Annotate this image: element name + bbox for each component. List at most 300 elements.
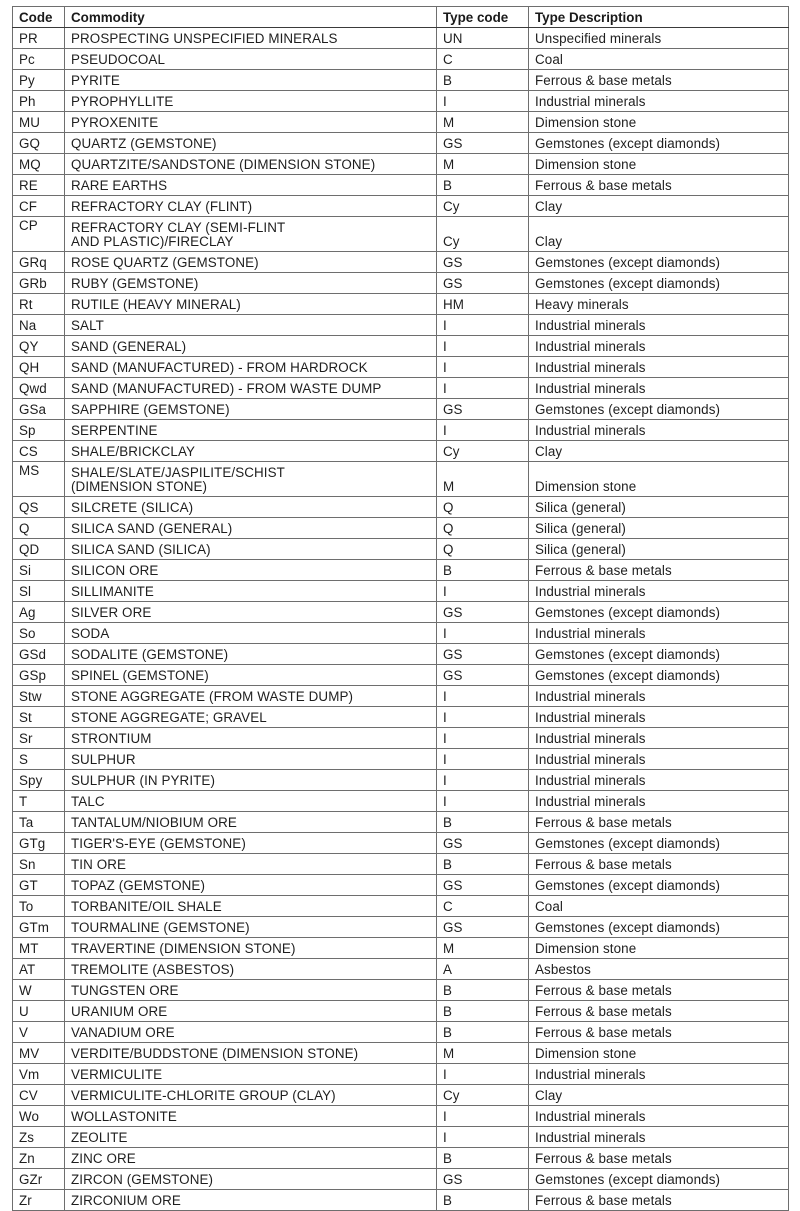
cell-code: MU <box>13 112 65 133</box>
cell-code: MQ <box>13 154 65 175</box>
commodity-line: SERPENTINE <box>71 423 158 438</box>
cell-code: Ag <box>13 602 65 623</box>
table-row <box>13 49 789 70</box>
cell-code: MV <box>13 1043 65 1064</box>
cell-type-description: Industrial minerals <box>529 770 789 791</box>
table-row <box>13 1064 789 1085</box>
cell-commodity <box>65 833 437 854</box>
cell-code: QS <box>13 497 65 518</box>
cell-type-description: Industrial minerals <box>529 1064 789 1085</box>
commodity-line: TIN ORE <box>71 857 127 872</box>
table-row <box>13 462 789 497</box>
cell-type-code: I <box>437 315 529 336</box>
cell-code: So <box>13 623 65 644</box>
cell-type-code: I <box>437 357 529 378</box>
commodity-line: WOLLASTONITE <box>71 1109 177 1124</box>
cell-commodity <box>65 917 437 938</box>
cell-commodity <box>65 980 437 1001</box>
commodity-line: TANTALUM/NIOBIUM ORE <box>71 815 237 830</box>
cell-type-description: Heavy minerals <box>529 294 789 315</box>
cell-code: St <box>13 707 65 728</box>
table-row <box>13 1001 789 1022</box>
table-row <box>13 217 789 252</box>
cell-type-code: I <box>437 791 529 812</box>
cell-type-description: Dimension stone <box>529 938 789 959</box>
table-row <box>13 602 789 623</box>
cell-commodity <box>65 518 437 539</box>
cell-code: V <box>13 1022 65 1043</box>
cell-type-description: Industrial minerals <box>529 707 789 728</box>
table-row <box>13 686 789 707</box>
commodity-line: VERMICULITE <box>71 1067 163 1082</box>
commodity-line: REFRACTORY CLAY (FLINT) <box>71 199 253 214</box>
cell-type-description: Industrial minerals <box>529 91 789 112</box>
table-row <box>13 959 789 980</box>
commodity-line: SILICA SAND (SILICA) <box>71 542 211 557</box>
cell-code: MT <box>13 938 65 959</box>
commodity-line: QUARTZITE/SANDSTONE (DIMENSION STONE) <box>71 157 376 172</box>
commodity-line: TIGER'S-EYE (GEMSTONE) <box>71 836 246 851</box>
table-row <box>13 420 789 441</box>
cell-code: GSp <box>13 665 65 686</box>
commodity-line: REFRACTORY CLAY (SEMI-FLINT <box>71 220 286 235</box>
commodity-line: SPINEL (GEMSTONE) <box>71 668 209 683</box>
cell-commodity <box>65 686 437 707</box>
commodity-line: VERDITE/BUDDSTONE (DIMENSION STONE) <box>71 1046 359 1061</box>
table-row <box>13 196 789 217</box>
cell-type-code: Q <box>437 518 529 539</box>
commodity-line: PROSPECTING UNSPECIFIED MINERALS <box>71 31 338 46</box>
cell-code: Sn <box>13 854 65 875</box>
cell-commodity <box>65 791 437 812</box>
cell-type-code: Q <box>437 497 529 518</box>
cell-code: GSd <box>13 644 65 665</box>
commodity-line: SODALITE (GEMSTONE) <box>71 647 229 662</box>
cell-commodity <box>65 1064 437 1085</box>
commodity-line: PYROPHYLLITE <box>71 94 174 109</box>
cell-type-description: Ferrous & base metals <box>529 980 789 1001</box>
cell-type-description: Industrial minerals <box>529 728 789 749</box>
cell-type-code: B <box>437 70 529 91</box>
cell-type-description: Silica (general) <box>529 518 789 539</box>
document-page <box>12 6 788 1211</box>
cell-type-code: B <box>437 812 529 833</box>
table-row <box>13 336 789 357</box>
cell-code: GZr <box>13 1169 65 1190</box>
table-row <box>13 378 789 399</box>
cell-commodity <box>65 854 437 875</box>
table-row <box>13 854 789 875</box>
cell-commodity <box>65 644 437 665</box>
table-row <box>13 315 789 336</box>
cell-code: GQ <box>13 133 65 154</box>
table-row <box>13 833 789 854</box>
cell-commodity <box>65 1001 437 1022</box>
cell-type-description: Gemstones (except diamonds) <box>529 917 789 938</box>
table-row <box>13 875 789 896</box>
cell-code: Sr <box>13 728 65 749</box>
cell-type-code: B <box>437 1022 529 1043</box>
cell-commodity <box>65 441 437 462</box>
cell-commodity <box>65 217 437 252</box>
commodity-line: SULPHUR <box>71 752 136 767</box>
cell-code: GRb <box>13 273 65 294</box>
commodity-line: QUARTZ (GEMSTONE) <box>71 136 217 151</box>
cell-type-code: I <box>437 420 529 441</box>
cell-type-description: Ferrous & base metals <box>529 70 789 91</box>
cell-type-description: Gemstones (except diamonds) <box>529 665 789 686</box>
cell-commodity <box>65 378 437 399</box>
commodity-line: PYRITE <box>71 73 120 88</box>
commodity-line: SAND (MANUFACTURED) - FROM WASTE DUMP <box>71 381 382 396</box>
cell-type-description: Industrial minerals <box>529 420 789 441</box>
cell-commodity <box>65 420 437 441</box>
cell-code: Spy <box>13 770 65 791</box>
table-row <box>13 749 789 770</box>
cell-type-description: Coal <box>529 49 789 70</box>
table-row <box>13 1127 789 1148</box>
commodity-line: TRAVERTINE (DIMENSION STONE) <box>71 941 296 956</box>
cell-code: To <box>13 896 65 917</box>
cell-code: Q <box>13 518 65 539</box>
cell-commodity <box>65 175 437 196</box>
cell-code: CF <box>13 196 65 217</box>
cell-type-code: I <box>437 749 529 770</box>
cell-type-code: GS <box>437 252 529 273</box>
cell-type-description: Industrial minerals <box>529 357 789 378</box>
commodity-line: TUNGSTEN ORE <box>71 983 179 998</box>
cell-code: Na <box>13 315 65 336</box>
cell-type-code: GS <box>437 665 529 686</box>
cell-type-code: GS <box>437 273 529 294</box>
commodity-line: RUTILE (HEAVY MINERAL) <box>71 297 241 312</box>
cell-code: QY <box>13 336 65 357</box>
cell-code: Vm <box>13 1064 65 1085</box>
table-row <box>13 175 789 196</box>
cell-type-description: Dimension stone <box>529 1043 789 1064</box>
cell-code: QD <box>13 539 65 560</box>
cell-type-code: I <box>437 707 529 728</box>
table-row <box>13 1022 789 1043</box>
cell-type-description: Ferrous & base metals <box>529 1001 789 1022</box>
commodity-line: STONE AGGREGATE (FROM WASTE DUMP) <box>71 689 354 704</box>
table-row <box>13 812 789 833</box>
cell-type-description: Gemstones (except diamonds) <box>529 644 789 665</box>
commodity-line: SAND (GENERAL) <box>71 339 187 354</box>
cell-type-description: Clay <box>529 1085 789 1106</box>
cell-type-description: Industrial minerals <box>529 1127 789 1148</box>
table-body <box>13 28 789 1211</box>
table-row <box>13 791 789 812</box>
cell-type-code: GS <box>437 917 529 938</box>
cell-type-description: Industrial minerals <box>529 336 789 357</box>
cell-commodity <box>65 539 437 560</box>
cell-type-code: I <box>437 378 529 399</box>
cell-type-code: B <box>437 980 529 1001</box>
commodity-line: SILICON ORE <box>71 563 159 578</box>
cell-code: Zs <box>13 1127 65 1148</box>
header-row <box>13 7 789 28</box>
cell-commodity <box>65 112 437 133</box>
commodity-line: (DIMENSION STONE) <box>71 479 208 494</box>
cell-commodity <box>65 1085 437 1106</box>
cell-type-code: C <box>437 49 529 70</box>
cell-code: Rt <box>13 294 65 315</box>
commodity-line: SODA <box>71 626 110 641</box>
commodity-line: SHALE/SLATE/JASPILITE/SCHIST <box>71 465 285 480</box>
cell-commodity <box>65 770 437 791</box>
table-header <box>13 7 789 28</box>
cell-commodity <box>65 1127 437 1148</box>
table-row <box>13 560 789 581</box>
commodity-line: URANIUM ORE <box>71 1004 168 1019</box>
table-row <box>13 938 789 959</box>
cell-commodity <box>65 560 437 581</box>
cell-code: U <box>13 1001 65 1022</box>
cell-type-code: I <box>437 1127 529 1148</box>
cell-type-code: B <box>437 1148 529 1169</box>
cell-code: Py <box>13 70 65 91</box>
cell-type-code: I <box>437 1064 529 1085</box>
table-row <box>13 665 789 686</box>
commodity-line: SAPPHIRE (GEMSTONE) <box>71 402 230 417</box>
cell-type-code: M <box>437 154 529 175</box>
cell-type-description: Industrial minerals <box>529 686 789 707</box>
table-row <box>13 112 789 133</box>
header-commodity: Commodity <box>65 7 437 28</box>
cell-type-code: Q <box>437 539 529 560</box>
table-row <box>13 896 789 917</box>
cell-type-description: Clay <box>529 217 789 252</box>
cell-commodity <box>65 707 437 728</box>
cell-code: GSa <box>13 399 65 420</box>
cell-type-code: Cy <box>437 1085 529 1106</box>
table-row <box>13 70 789 91</box>
cell-type-code: I <box>437 581 529 602</box>
cell-type-description: Silica (general) <box>529 497 789 518</box>
cell-commodity <box>65 399 437 420</box>
cell-commodity <box>65 315 437 336</box>
commodity-line: ZIRCONIUM ORE <box>71 1193 181 1208</box>
table-row <box>13 133 789 154</box>
commodity-line: ZEOLITE <box>71 1130 128 1145</box>
cell-code: Sp <box>13 420 65 441</box>
cell-type-code: I <box>437 91 529 112</box>
cell-commodity <box>65 49 437 70</box>
cell-type-code: I <box>437 1106 529 1127</box>
cell-type-code: M <box>437 1043 529 1064</box>
cell-type-description: Dimension stone <box>529 112 789 133</box>
commodity-line: ZINC ORE <box>71 1151 136 1166</box>
table-row <box>13 581 789 602</box>
table-row <box>13 644 789 665</box>
commodity-line: PYROXENITE <box>71 115 159 130</box>
commodity-line: SILCRETE (SILICA) <box>71 500 194 515</box>
cell-commodity <box>65 336 437 357</box>
cell-type-code: M <box>437 462 529 497</box>
cell-code: CV <box>13 1085 65 1106</box>
cell-type-code: GS <box>437 875 529 896</box>
commodity-line: SILLIMANITE <box>71 584 154 599</box>
cell-code: MS <box>13 462 65 497</box>
cell-type-description: Ferrous & base metals <box>529 560 789 581</box>
cell-type-code: Cy <box>437 217 529 252</box>
commodity-code-table <box>12 6 789 1211</box>
cell-code: Wo <box>13 1106 65 1127</box>
table-row <box>13 518 789 539</box>
cell-commodity <box>65 462 437 497</box>
cell-commodity <box>65 1043 437 1064</box>
cell-type-description: Industrial minerals <box>529 1106 789 1127</box>
cell-type-description: Asbestos <box>529 959 789 980</box>
cell-type-code: B <box>437 1190 529 1211</box>
cell-type-description: Ferrous & base metals <box>529 854 789 875</box>
cell-type-code: M <box>437 938 529 959</box>
table-row <box>13 91 789 112</box>
cell-type-description: Gemstones (except diamonds) <box>529 1169 789 1190</box>
cell-code: Ph <box>13 91 65 112</box>
cell-type-description: Dimension stone <box>529 154 789 175</box>
commodity-line: TALC <box>71 794 105 809</box>
header-type-description: Type Description <box>529 7 789 28</box>
cell-code: GT <box>13 875 65 896</box>
cell-code: Zr <box>13 1190 65 1211</box>
commodity-line: SILICA SAND (GENERAL) <box>71 521 233 536</box>
table-row <box>13 28 789 49</box>
cell-commodity <box>65 623 437 644</box>
cell-commodity <box>65 812 437 833</box>
table-row <box>13 1085 789 1106</box>
cell-type-code: C <box>437 896 529 917</box>
commodity-line: VANADIUM ORE <box>71 1025 175 1040</box>
cell-code: Ta <box>13 812 65 833</box>
cell-type-code: M <box>437 112 529 133</box>
commodity-line: SHALE/BRICKCLAY <box>71 444 196 459</box>
commodity-line: SULPHUR (IN PYRITE) <box>71 773 216 788</box>
cell-commodity <box>65 196 437 217</box>
commodity-line: SALT <box>71 318 104 333</box>
table-row <box>13 1043 789 1064</box>
cell-type-code: GS <box>437 602 529 623</box>
cell-type-description: Gemstones (except diamonds) <box>529 252 789 273</box>
commodity-line: VERMICULITE-CHLORITE GROUP (CLAY) <box>71 1088 336 1103</box>
cell-type-description: Coal <box>529 896 789 917</box>
table-row <box>13 294 789 315</box>
table-row <box>13 539 789 560</box>
cell-type-description: Silica (general) <box>529 539 789 560</box>
cell-type-description: Ferrous & base metals <box>529 1190 789 1211</box>
cell-commodity <box>65 875 437 896</box>
cell-commodity <box>65 357 437 378</box>
cell-type-description: Gemstones (except diamonds) <box>529 602 789 623</box>
cell-type-description: Ferrous & base metals <box>529 175 789 196</box>
cell-commodity <box>65 1190 437 1211</box>
commodity-line: STONE AGGREGATE; GRAVEL <box>71 710 267 725</box>
commodity-line: STRONTIUM <box>71 731 152 746</box>
cell-type-description: Industrial minerals <box>529 315 789 336</box>
cell-type-description: Industrial minerals <box>529 791 789 812</box>
cell-code: CS <box>13 441 65 462</box>
cell-code: RE <box>13 175 65 196</box>
commodity-line: SILVER ORE <box>71 605 152 620</box>
table-row <box>13 1148 789 1169</box>
table-row <box>13 357 789 378</box>
cell-commodity <box>65 749 437 770</box>
table-row <box>13 1169 789 1190</box>
commodity-line: TREMOLITE (ASBESTOS) <box>71 962 235 977</box>
cell-type-description: Clay <box>529 196 789 217</box>
cell-commodity <box>65 28 437 49</box>
cell-type-code: GS <box>437 833 529 854</box>
cell-code: AT <box>13 959 65 980</box>
header-code: Code <box>13 7 65 28</box>
cell-type-code: HM <box>437 294 529 315</box>
commodity-line: RUBY (GEMSTONE) <box>71 276 199 291</box>
cell-type-description: Industrial minerals <box>529 623 789 644</box>
cell-type-description: Industrial minerals <box>529 378 789 399</box>
cell-code: GRq <box>13 252 65 273</box>
cell-type-description: Industrial minerals <box>529 581 789 602</box>
cell-type-code: UN <box>437 28 529 49</box>
header-type-code: Type code <box>437 7 529 28</box>
cell-commodity <box>65 959 437 980</box>
table-row <box>13 441 789 462</box>
commodity-line: RARE EARTHS <box>71 178 168 193</box>
table-row <box>13 252 789 273</box>
cell-commodity <box>65 1169 437 1190</box>
cell-type-description: Ferrous & base metals <box>529 812 789 833</box>
cell-type-code: I <box>437 686 529 707</box>
cell-commodity <box>65 581 437 602</box>
cell-code: T <box>13 791 65 812</box>
commodity-line: SAND (MANUFACTURED) - FROM HARDROCK <box>71 360 368 375</box>
cell-type-description: Dimension stone <box>529 462 789 497</box>
cell-type-description: Gemstones (except diamonds) <box>529 133 789 154</box>
cell-code: QH <box>13 357 65 378</box>
cell-commodity <box>65 938 437 959</box>
cell-code: GTg <box>13 833 65 854</box>
cell-type-description: Gemstones (except diamonds) <box>529 273 789 294</box>
cell-code: Qwd <box>13 378 65 399</box>
cell-type-code: B <box>437 854 529 875</box>
cell-commodity <box>65 1022 437 1043</box>
cell-code: CP <box>13 217 65 252</box>
cell-type-code: GS <box>437 1169 529 1190</box>
table-row <box>13 1190 789 1211</box>
cell-commodity <box>65 665 437 686</box>
table-row <box>13 623 789 644</box>
cell-commodity <box>65 602 437 623</box>
table-row <box>13 154 789 175</box>
cell-type-code: I <box>437 623 529 644</box>
cell-commodity <box>65 154 437 175</box>
cell-type-code: Cy <box>437 441 529 462</box>
cell-type-description: Gemstones (except diamonds) <box>529 399 789 420</box>
table-row <box>13 728 789 749</box>
commodity-line: ZIRCON (GEMSTONE) <box>71 1172 214 1187</box>
table-row <box>13 497 789 518</box>
commodity-line: TOPAZ (GEMSTONE) <box>71 878 206 893</box>
table-row <box>13 399 789 420</box>
cell-code: PR <box>13 28 65 49</box>
cell-code: Pc <box>13 49 65 70</box>
cell-type-code: GS <box>437 644 529 665</box>
cell-type-code: B <box>437 175 529 196</box>
cell-type-description: Unspecified minerals <box>529 28 789 49</box>
cell-code: S <box>13 749 65 770</box>
cell-commodity <box>65 1148 437 1169</box>
cell-code: GTm <box>13 917 65 938</box>
